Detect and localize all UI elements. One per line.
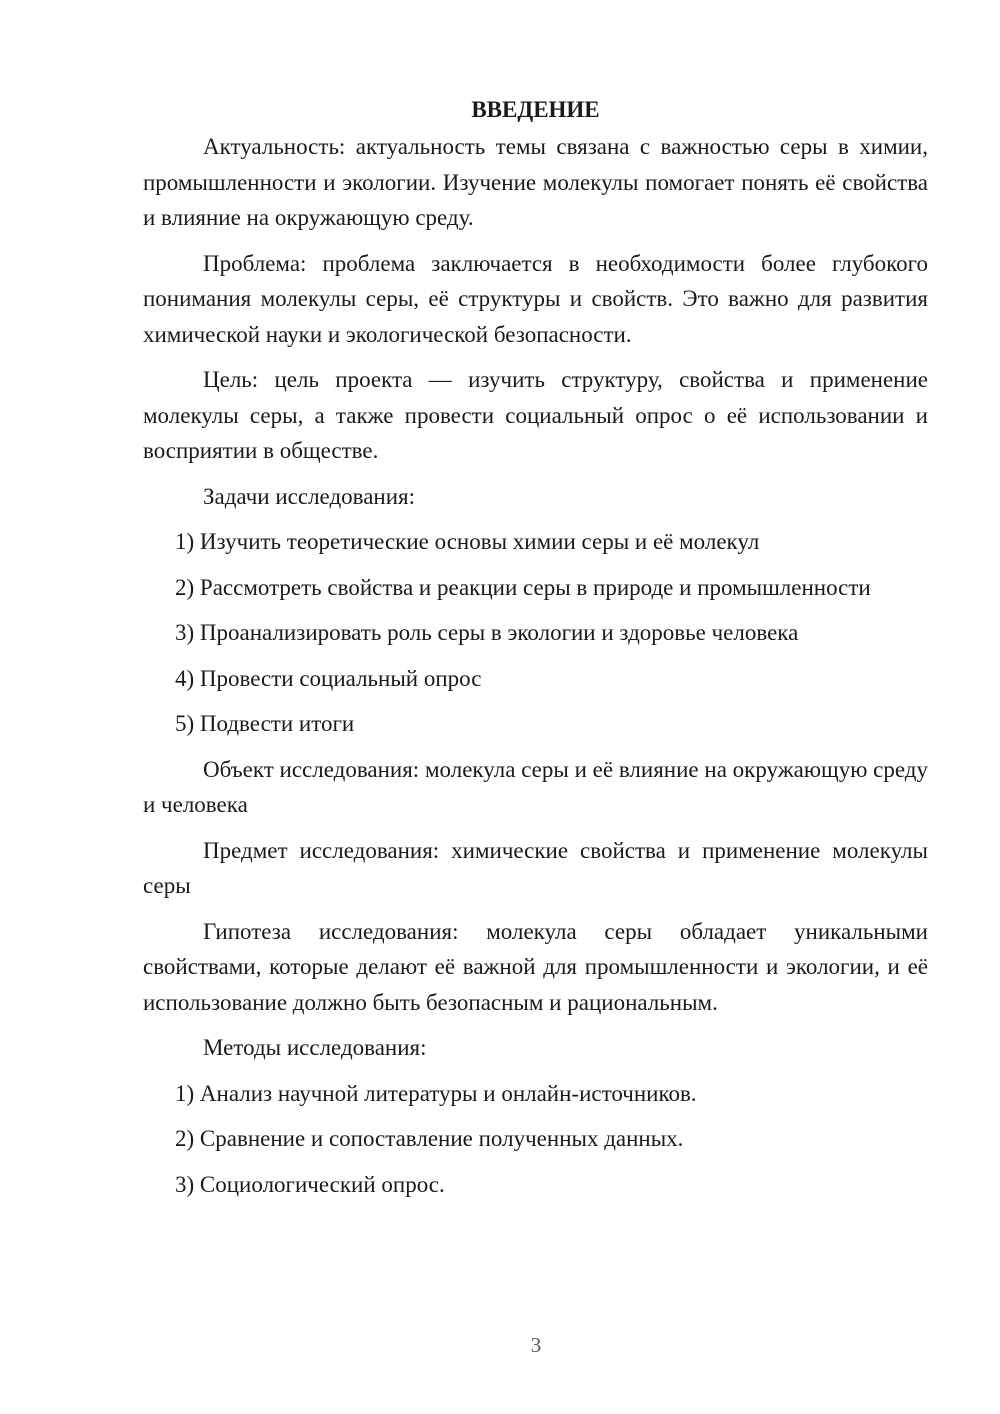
methods-label: Методы исследования: — [203, 1035, 427, 1060]
tasks-list — [143, 524, 928, 742]
paragraph-object: Объект исследования: молекула серы и её влияние на окружающую среду и человека — [143, 756, 928, 817]
list-item: 5) Подвести итоги — [175, 711, 355, 736]
tasks-label: Задачи исследования: — [203, 483, 416, 509]
list-item: 2) Сравнение и сопоставление полученных данных. — [175, 1126, 684, 1151]
list-item: 3) Проанализировать роль серы в экологии и здоровье человека — [175, 620, 799, 645]
list-item: 3) Социологический опрос. — [175, 1171, 445, 1197]
list-item: 2) Рассмотреть свойства и реакции серы в природе и промышленности — [175, 574, 871, 600]
paragraph-hypothesis: Гипотеза исследования: молекула серы обладает уникальными свойствами, которые делают её важной для промышленности и экологии, и её использование должно быть безопасным и рациональным. — [143, 918, 928, 1015]
list-item: 4) Провести социальный опрос — [175, 665, 482, 691]
list-item: 1) Изучить теоретические основы химии серы и её молекул — [175, 529, 760, 554]
paragraph-subject: Предмет исследования: химические свойства и применение молекулы серы — [143, 837, 928, 898]
methods-list — [143, 1076, 928, 1203]
list-item: 1) Анализ научной литературы и онлайн-источников. — [175, 1080, 697, 1106]
paragraph-goal: Цель: цель проекта — изучить структуру, свойства и применение молекулы серы, а также провести социальный опрос о её использовании и восприятии в обществе. — [143, 367, 928, 463]
section-heading: ВВЕДЕНИЕ — [471, 97, 600, 122]
page-content — [143, 92, 928, 1212]
paragraph-problem: Проблема: проблема заключается в необходимости более глубокого понимания молекулы серы, её структуры и свойств. Это важно для развития химической науки и экологической безопасности. — [143, 250, 928, 347]
page-number: 3 — [530, 1333, 542, 1357]
paragraph-relevance: Актуальность: актуальность темы связана с важностью серы в химии, промышленности и экологии. Изучение молекулы помогает понять её свойства и влияние на окружающую среду. — [143, 134, 928, 230]
